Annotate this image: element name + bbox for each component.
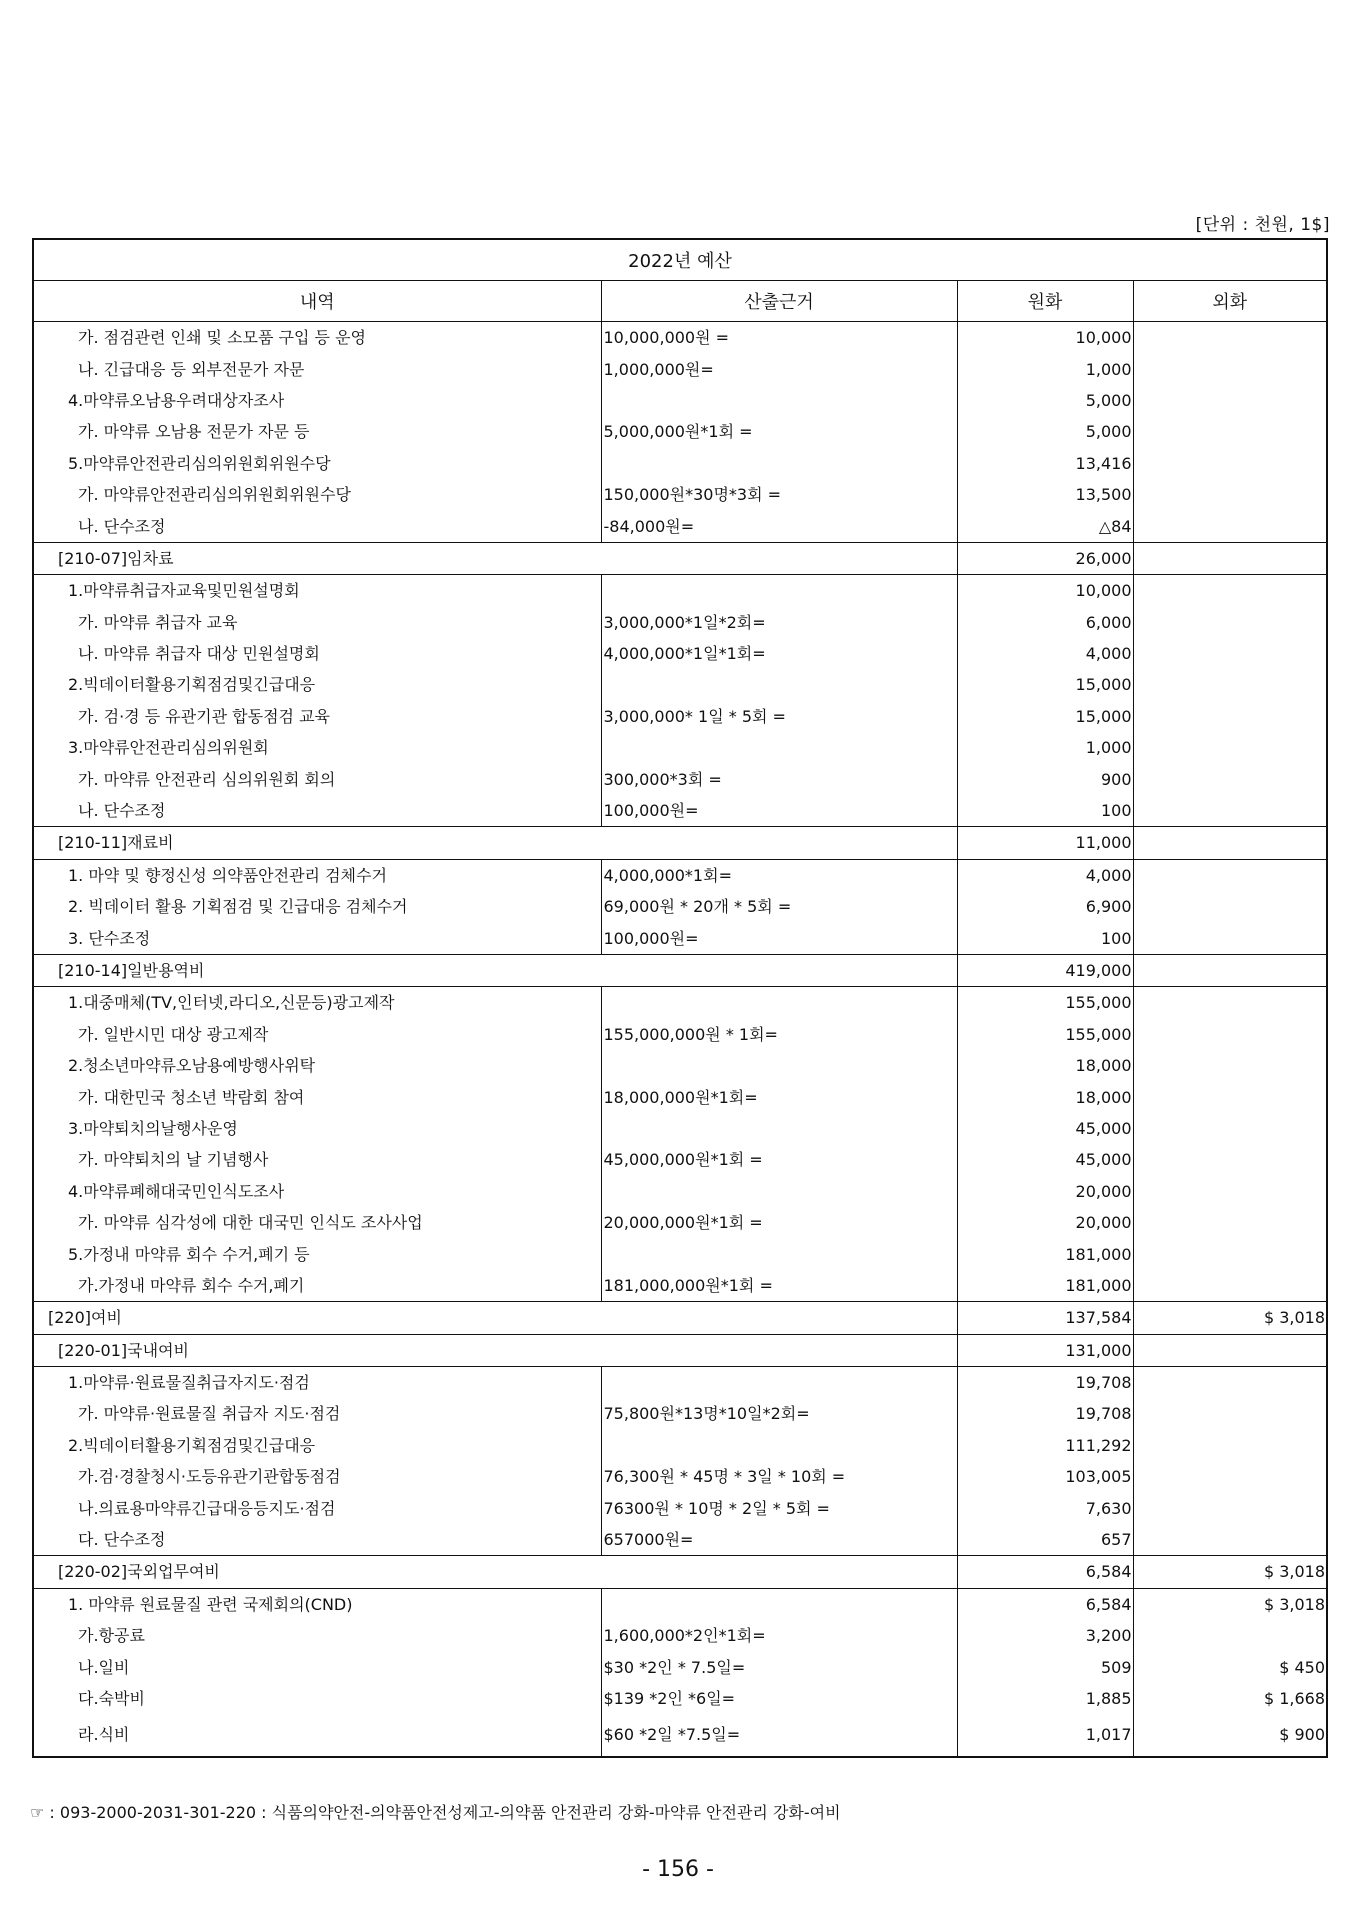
row-krw-amount: 1,017 (957, 1714, 1133, 1757)
row-usd-amount (1133, 510, 1327, 542)
row-krw-amount: 111,292 (957, 1430, 1133, 1461)
row-usd-amount (1133, 638, 1327, 669)
row-krw-amount: 7,630 (957, 1492, 1133, 1523)
row-basis (601, 1588, 957, 1620)
row-usd-amount (1133, 1144, 1327, 1175)
table-row (33, 701, 1327, 732)
row-item: 4.마약류오남용우려대상자조사 (33, 385, 601, 416)
row-usd-amount (1133, 448, 1327, 479)
row-krw-amount: 131,000 (957, 1334, 1133, 1366)
row-usd-amount (1133, 1620, 1327, 1651)
row-basis (601, 732, 957, 763)
row-usd-amount (1133, 1019, 1327, 1050)
category-label: [220]여비 (33, 1302, 957, 1334)
row-krw-amount: △84 (957, 510, 1133, 542)
category-row (33, 954, 1327, 986)
category-label: [210-07]임차료 (33, 542, 957, 574)
table-row (33, 1081, 1327, 1112)
table-row (33, 1113, 1327, 1144)
table-row (33, 1461, 1327, 1492)
row-basis: 76,300원 * 45명 * 3일 * 10회 = (601, 1461, 957, 1492)
header-krw: 원화 (957, 281, 1133, 322)
table-row (33, 1207, 1327, 1238)
table-body (33, 322, 1327, 1758)
table-row (33, 859, 1327, 891)
table-row (33, 607, 1327, 638)
row-usd-amount (1133, 322, 1327, 354)
row-krw-amount: 3,200 (957, 1620, 1133, 1651)
row-krw-amount: 137,584 (957, 1302, 1133, 1334)
table-row (33, 1620, 1327, 1651)
row-usd-amount (1133, 1270, 1327, 1302)
table-row (33, 1050, 1327, 1081)
row-item: 3. 단수조정 (33, 922, 601, 954)
budget-table-wrapper (32, 238, 1326, 1758)
row-krw-amount: 1,000 (957, 353, 1133, 384)
row-basis: 300,000*3회 = (601, 763, 957, 794)
row-krw-amount: 26,000 (957, 542, 1133, 574)
row-basis: 69,000원 * 20개 * 5회 = (601, 891, 957, 922)
category-label: [210-11]재료비 (33, 827, 957, 859)
row-krw-amount: 6,900 (957, 891, 1133, 922)
table-row (33, 891, 1327, 922)
row-basis (601, 1050, 957, 1081)
row-usd-amount (1133, 416, 1327, 447)
table-row (33, 510, 1327, 542)
row-basis (601, 1366, 957, 1398)
row-item: 가. 마약퇴치의 날 기념행사 (33, 1144, 601, 1175)
table-row (33, 763, 1327, 794)
row-basis: 10,000,000원 = (601, 322, 957, 354)
table-row (33, 1366, 1327, 1398)
row-basis: 20,000,000원*1회 = (601, 1207, 957, 1238)
row-krw-amount: 45,000 (957, 1113, 1133, 1144)
row-item: 나. 마약류 취급자 대상 민원설명회 (33, 638, 601, 669)
category-row (33, 1334, 1327, 1366)
row-usd-amount (1133, 1113, 1327, 1144)
row-basis: 657000원= (601, 1524, 957, 1556)
unit-label: [단위 : 천원, 1$] (1195, 215, 1330, 235)
row-usd-amount (1133, 827, 1327, 859)
row-basis (601, 1238, 957, 1269)
row-krw-amount: 5,000 (957, 385, 1133, 416)
row-basis: 75,800원*13명*10일*2회= (601, 1398, 957, 1429)
row-item: 1.대중매체(TV,인터넷,라디오,신문등)광고제작 (33, 987, 601, 1019)
row-usd-amount: $ 1,668 (1133, 1683, 1327, 1714)
row-item: 가. 점검관련 인쇄 및 소모품 구입 등 운영 (33, 322, 601, 354)
row-usd-amount (1133, 353, 1327, 384)
row-krw-amount: 20,000 (957, 1207, 1133, 1238)
table-row (33, 575, 1327, 607)
row-usd-amount (1133, 987, 1327, 1019)
table-row (33, 732, 1327, 763)
row-basis: 4,000,000*1일*1회= (601, 638, 957, 669)
footnote: ☞ : 093-2000-2031-301-220 : 식품의약안전-의약품안전성제고-의약품 안전관리 강화-마약류 안전관리 강화-여비 (30, 1803, 841, 1822)
row-krw-amount: 6,584 (957, 1588, 1133, 1620)
row-basis (601, 1430, 957, 1461)
row-basis: 45,000,000원*1회 = (601, 1144, 957, 1175)
table-row (33, 448, 1327, 479)
row-item: 1. 마약 및 향정신성 의약품안전관리 검체수거 (33, 859, 601, 891)
row-krw-amount: 419,000 (957, 954, 1133, 986)
budget-table (32, 238, 1328, 1758)
row-item: 5.가정내 마약류 회수 수거,폐기 등 (33, 1238, 601, 1269)
table-row (33, 416, 1327, 447)
row-krw-amount: 4,000 (957, 859, 1133, 891)
row-krw-amount: 19,708 (957, 1398, 1133, 1429)
category-row (33, 1302, 1327, 1334)
row-basis: 76300원 * 10명 * 2일 * 5회 = (601, 1492, 957, 1523)
table-row (33, 795, 1327, 827)
table-row (33, 1398, 1327, 1429)
row-krw-amount: 155,000 (957, 987, 1133, 1019)
row-usd-amount (1133, 1050, 1327, 1081)
row-krw-amount: 11,000 (957, 827, 1133, 859)
row-usd-amount (1133, 859, 1327, 891)
row-item: 가. 마약류안전관리심의위원회위원수당 (33, 479, 601, 510)
table-row (33, 353, 1327, 384)
row-basis (601, 575, 957, 607)
row-krw-amount: 15,000 (957, 669, 1133, 700)
table-row (33, 669, 1327, 700)
row-krw-amount: 5,000 (957, 416, 1133, 447)
row-basis: 150,000원*30명*3회 = (601, 479, 957, 510)
row-item: 나. 단수조정 (33, 795, 601, 827)
row-usd-amount (1133, 795, 1327, 827)
table-row (33, 479, 1327, 510)
row-item: 1.마약류취급자교육및민원설명회 (33, 575, 601, 607)
row-basis: 4,000,000*1회= (601, 859, 957, 891)
table-row (33, 1430, 1327, 1461)
row-basis (601, 385, 957, 416)
header-basis: 산출근거 (601, 281, 957, 322)
table-row (33, 1683, 1327, 1714)
row-item: 3.마약퇴치의날행사운영 (33, 1113, 601, 1144)
header-item: 내역 (33, 281, 601, 322)
table-row (33, 1176, 1327, 1207)
row-basis: 3,000,000* 1일 * 5회 = (601, 701, 957, 732)
category-row (33, 1556, 1327, 1588)
category-row (33, 827, 1327, 859)
row-usd-amount (1133, 1366, 1327, 1398)
row-krw-amount: 6,000 (957, 607, 1133, 638)
category-row (33, 542, 1327, 574)
row-item: 1.마약류·원료물질취급자지도·점검 (33, 1366, 601, 1398)
row-item: 5.마약류안전관리심의위원회위원수당 (33, 448, 601, 479)
row-item: 2.청소년마약류오남용예방행사위탁 (33, 1050, 601, 1081)
row-usd-amount (1133, 922, 1327, 954)
row-item: 나. 단수조정 (33, 510, 601, 542)
row-usd-amount (1133, 891, 1327, 922)
row-item: 4.마약류폐해대국민인식도조사 (33, 1176, 601, 1207)
row-krw-amount: 13,416 (957, 448, 1133, 479)
row-item: 가. 마약류 안전관리 심의위원회 회의 (33, 763, 601, 794)
row-krw-amount: 100 (957, 795, 1133, 827)
row-usd-amount (1133, 479, 1327, 510)
row-basis (601, 987, 957, 1019)
row-item: 가. 마약류 심각성에 대한 대국민 인식도 조사사업 (33, 1207, 601, 1238)
row-basis: 155,000,000원 * 1회= (601, 1019, 957, 1050)
row-krw-amount: 10,000 (957, 575, 1133, 607)
row-krw-amount: 103,005 (957, 1461, 1133, 1492)
row-krw-amount: 155,000 (957, 1019, 1133, 1050)
row-item: 나.일비 (33, 1651, 601, 1682)
row-usd-amount (1133, 1492, 1327, 1523)
row-item: 가.가정내 마약류 회수 수거,폐기 (33, 1270, 601, 1302)
row-basis: 18,000,000원*1회= (601, 1081, 957, 1112)
row-item: 1. 마약류 원료물질 관련 국제회의(CND) (33, 1588, 601, 1620)
row-item: 라.식비 (33, 1714, 601, 1757)
table-row (33, 1270, 1327, 1302)
row-usd-amount (1133, 1398, 1327, 1429)
row-basis: -84,000원= (601, 510, 957, 542)
row-usd-amount (1133, 1524, 1327, 1556)
row-usd-amount (1133, 1461, 1327, 1492)
row-basis (601, 1113, 957, 1144)
row-basis: 5,000,000원*1회 = (601, 416, 957, 447)
row-krw-amount: 181,000 (957, 1270, 1133, 1302)
row-krw-amount: 4,000 (957, 638, 1133, 669)
table-row (33, 1019, 1327, 1050)
row-basis: 181,000,000원*1회 = (601, 1270, 957, 1302)
row-krw-amount: 1,000 (957, 732, 1133, 763)
row-krw-amount: 19,708 (957, 1366, 1133, 1398)
row-item: 2. 빅데이터 활용 기획점검 및 긴급대응 검체수거 (33, 891, 601, 922)
row-krw-amount: 13,500 (957, 479, 1133, 510)
row-usd-amount (1133, 542, 1327, 574)
row-usd-amount (1133, 1207, 1327, 1238)
row-item: 다. 단수조정 (33, 1524, 601, 1556)
row-item: 가. 마약류·원료물질 취급자 지도·점검 (33, 1398, 601, 1429)
table-row (33, 1238, 1327, 1269)
row-item: 가. 대한민국 청소년 박람회 참여 (33, 1081, 601, 1112)
row-usd-amount: $ 3,018 (1133, 1302, 1327, 1334)
page-number: - 156 - (642, 1857, 714, 1882)
category-label: [210-14]일반용역비 (33, 954, 957, 986)
row-basis: 1,600,000*2인*1회= (601, 1620, 957, 1651)
row-usd-amount (1133, 1081, 1327, 1112)
row-usd-amount (1133, 732, 1327, 763)
row-usd-amount (1133, 669, 1327, 700)
row-basis (601, 448, 957, 479)
table-row (33, 1524, 1327, 1556)
row-usd-amount (1133, 1334, 1327, 1366)
row-usd-amount (1133, 763, 1327, 794)
row-usd-amount (1133, 607, 1327, 638)
row-krw-amount: 10,000 (957, 322, 1133, 354)
row-basis: $60 *2일 *7.5일= (601, 1714, 957, 1757)
row-usd-amount: $ 900 (1133, 1714, 1327, 1757)
category-label: [220-01]국내여비 (33, 1334, 957, 1366)
row-krw-amount: 15,000 (957, 701, 1133, 732)
table-row (33, 1588, 1327, 1620)
row-krw-amount: 45,000 (957, 1144, 1133, 1175)
row-krw-amount: 100 (957, 922, 1133, 954)
row-basis (601, 1176, 957, 1207)
row-basis: 100,000원= (601, 795, 957, 827)
row-basis (601, 669, 957, 700)
table-title: 2022년 예산 (33, 239, 1327, 281)
row-usd-amount: $ 3,018 (1133, 1588, 1327, 1620)
table-row (33, 987, 1327, 1019)
row-krw-amount: 509 (957, 1651, 1133, 1682)
row-item: 다.숙박비 (33, 1683, 601, 1714)
table-row (33, 922, 1327, 954)
row-basis: 100,000원= (601, 922, 957, 954)
row-item: 2.빅데이터활용기획점검및긴급대응 (33, 669, 601, 700)
row-item: 가. 일반시민 대상 광고제작 (33, 1019, 601, 1050)
row-item: 가.항공료 (33, 1620, 601, 1651)
row-basis: $30 *2인 * 7.5일= (601, 1651, 957, 1682)
row-item: 2.빅데이터활용기획점검및긴급대응 (33, 1430, 601, 1461)
table-row (33, 638, 1327, 669)
row-item: 나. 긴급대응 등 외부전문가 자문 (33, 353, 601, 384)
row-krw-amount: 18,000 (957, 1050, 1133, 1081)
row-krw-amount: 1,885 (957, 1683, 1133, 1714)
header-usd: 외화 (1133, 281, 1327, 322)
row-basis: 1,000,000원= (601, 353, 957, 384)
row-usd-amount (1133, 1430, 1327, 1461)
row-item: 가. 검·경 등 유관기관 합동점검 교육 (33, 701, 601, 732)
table-row (33, 322, 1327, 354)
table-row (33, 1714, 1327, 1757)
table-row (33, 1492, 1327, 1523)
row-usd-amount (1133, 575, 1327, 607)
row-krw-amount: 6,584 (957, 1556, 1133, 1588)
row-usd-amount (1133, 1238, 1327, 1269)
row-usd-amount: $ 3,018 (1133, 1556, 1327, 1588)
row-item: 3.마약류안전관리심의위원회 (33, 732, 601, 763)
row-krw-amount: 20,000 (957, 1176, 1133, 1207)
row-basis: $139 *2인 *6일= (601, 1683, 957, 1714)
row-item: 가. 마약류 오남용 전문가 자문 등 (33, 416, 601, 447)
row-usd-amount (1133, 385, 1327, 416)
row-item: 가. 마약류 취급자 교육 (33, 607, 601, 638)
row-krw-amount: 900 (957, 763, 1133, 794)
row-usd-amount (1133, 1176, 1327, 1207)
row-item: 가.검·경찰청시·도등유관기관합동점검 (33, 1461, 601, 1492)
row-usd-amount: $ 450 (1133, 1651, 1327, 1682)
row-usd-amount (1133, 701, 1327, 732)
category-label: [220-02]국외업무여비 (33, 1556, 957, 1588)
row-krw-amount: 181,000 (957, 1238, 1133, 1269)
table-row (33, 385, 1327, 416)
table-row (33, 1651, 1327, 1682)
row-krw-amount: 657 (957, 1524, 1133, 1556)
row-krw-amount: 18,000 (957, 1081, 1133, 1112)
table-row (33, 1144, 1327, 1175)
row-item: 나.의료용마약류긴급대응등지도·점검 (33, 1492, 601, 1523)
row-basis: 3,000,000*1일*2회= (601, 607, 957, 638)
row-usd-amount (1133, 954, 1327, 986)
